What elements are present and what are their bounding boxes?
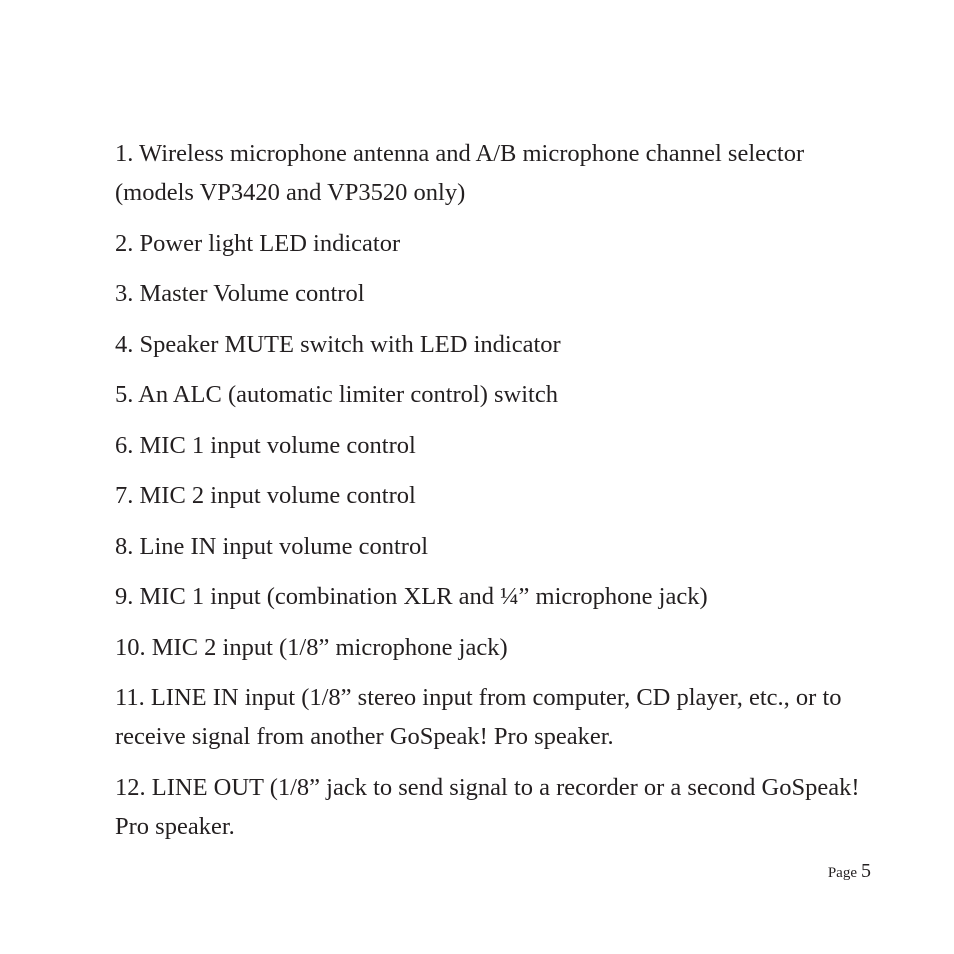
list-item-11: 11. LINE IN input (1/8” stereo input from computer, CD player, etc., or to receive signal from another GoSpeak! Pro speaker. [115,684,842,750]
page-label: Page [827,865,857,881]
list-item-9: 9. MIC 1 input (combination XLR and ¼” microphone jack) [115,583,708,610]
list-item-8: 8. Line IN input volume control [115,532,428,560]
list-item-1: 1. Wireless microphone antenna and A/B microphone channel selector (models VP3420 and VP3520 only) [115,140,805,206]
list-item-10: 10. MIC 2 input (1/8” microphone jack) [115,633,508,661]
list-item-6: 6. MIC 1 input volume control [115,431,416,459]
page-footer [828,860,871,883]
list-item-2: 2. Power light LED indicator [115,229,401,257]
list-item-7: 7. MIC 2 input volume control [115,482,416,509]
page-number: 5 [861,860,871,882]
feature-list [115,134,885,857]
list-item-4: 4. Speaker MUTE switch with LED indicator [115,330,561,358]
list-item-5: 5. An ALC (automatic limiter control) switch [115,381,558,408]
list-item-12: 12. LINE OUT (1/8” jack to send signal to a recorder or a second GoSpeak! Pro speaker. [115,773,860,840]
list-item-3: 3. Master Volume control [115,280,365,307]
